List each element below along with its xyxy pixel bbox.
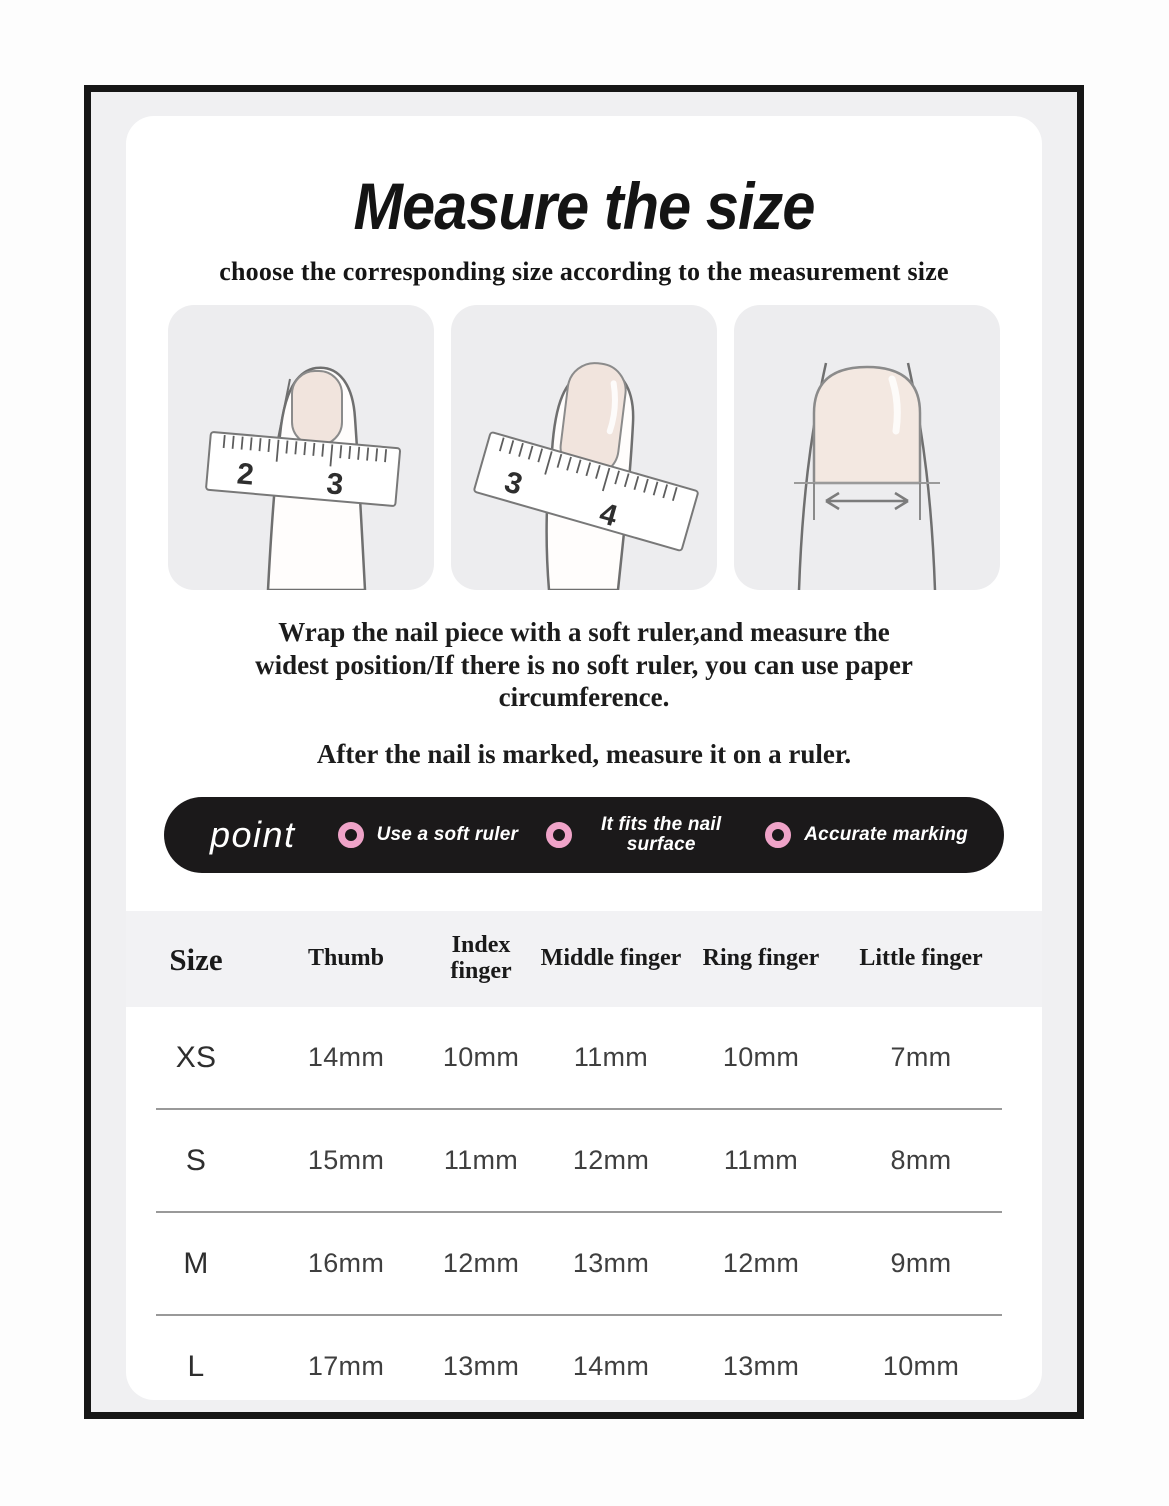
illustration-row <box>126 305 1042 590</box>
point-item-text: Use a soft ruler <box>376 824 519 846</box>
ruler-number: 3 <box>500 465 526 502</box>
value-cell: 17mm <box>307 1351 385 1382</box>
illustration-finger-ruler-1 <box>168 305 434 590</box>
table-row-s <box>126 1110 1042 1211</box>
value-cell: 11mm <box>573 1042 649 1073</box>
value-cell: 13mm <box>722 1351 800 1382</box>
point-items <box>338 815 968 856</box>
width-arrow <box>826 493 908 509</box>
point-item <box>765 822 968 848</box>
value-cell: 15mm <box>307 1145 385 1176</box>
table-row-m <box>126 1213 1042 1314</box>
illustration-finger-ruler-2 <box>451 305 717 590</box>
value-cell: 16mm <box>307 1248 385 1279</box>
column-header-index-finger: Index finger <box>450 932 512 985</box>
size-cell: M <box>183 1246 209 1280</box>
value-cell: 11mm <box>443 1145 519 1176</box>
pink-ring-icon <box>338 822 364 848</box>
poster-card <box>126 116 1042 1400</box>
table-row-l <box>126 1316 1042 1400</box>
ruler-number: 4 <box>595 496 621 533</box>
size-cell: XS <box>175 1040 217 1074</box>
value-cell: 10mm <box>442 1042 520 1073</box>
point-item-text: It fits the nail surface <box>601 813 722 856</box>
value-cell: 12mm <box>572 1145 650 1176</box>
ruler-number: 3 <box>325 466 345 502</box>
column-header-little-finger: Little finger <box>859 945 983 972</box>
poster-frame <box>84 85 1084 1419</box>
table-row-xs <box>126 1007 1042 1108</box>
value-cell: 14mm <box>572 1351 650 1382</box>
point-bar <box>164 797 1004 873</box>
value-cell: 12mm <box>442 1248 520 1279</box>
size-table <box>126 911 1042 1400</box>
column-header-ring-finger: Ring finger <box>702 945 820 972</box>
value-cell: 13mm <box>442 1351 520 1382</box>
value-cell: 13mm <box>572 1248 650 1279</box>
value-cell: 10mm <box>882 1351 960 1382</box>
size-table-header <box>126 911 1042 1007</box>
finger-ruler-wrap-icon <box>168 305 434 590</box>
value-cell: 12mm <box>722 1248 800 1279</box>
point-item <box>338 822 519 848</box>
point-item-text: Accurate marking <box>804 824 968 846</box>
finger-ruler-wrap-tilted-icon <box>451 305 717 590</box>
instruction-text-1: Wrap the nail piece with a soft ruler,and measure the widest position/If there is no soft ruler, you can use paper circumference. <box>255 616 913 713</box>
pink-ring-icon <box>765 822 791 848</box>
point-bar-label: point <box>210 814 296 856</box>
value-cell: 14mm <box>307 1042 385 1073</box>
point-item <box>546 815 737 856</box>
value-cell: 10mm <box>722 1042 800 1073</box>
page-title: Measure the size <box>353 169 815 243</box>
instruction-text-2: After the nail is marked, measure it on a ruler. <box>316 739 852 770</box>
size-cell: S <box>185 1143 207 1177</box>
illustration-nail-width <box>734 305 1000 590</box>
column-header-size: Size <box>169 941 223 977</box>
value-cell: 11mm <box>723 1145 799 1176</box>
value-cell: 8mm <box>890 1145 952 1176</box>
column-header-thumb: Thumb <box>307 945 385 972</box>
pink-ring-icon <box>546 822 572 848</box>
nail-width-arrow-icon <box>734 305 1000 590</box>
value-cell: 7mm <box>890 1042 952 1073</box>
ruler-number: 2 <box>235 456 256 492</box>
page-subtitle: choose the corresponding size according to the measurement size <box>219 256 949 286</box>
column-header-middle-finger: Middle finger <box>540 945 682 972</box>
size-cell: L <box>187 1349 205 1383</box>
value-cell: 9mm <box>890 1248 952 1279</box>
